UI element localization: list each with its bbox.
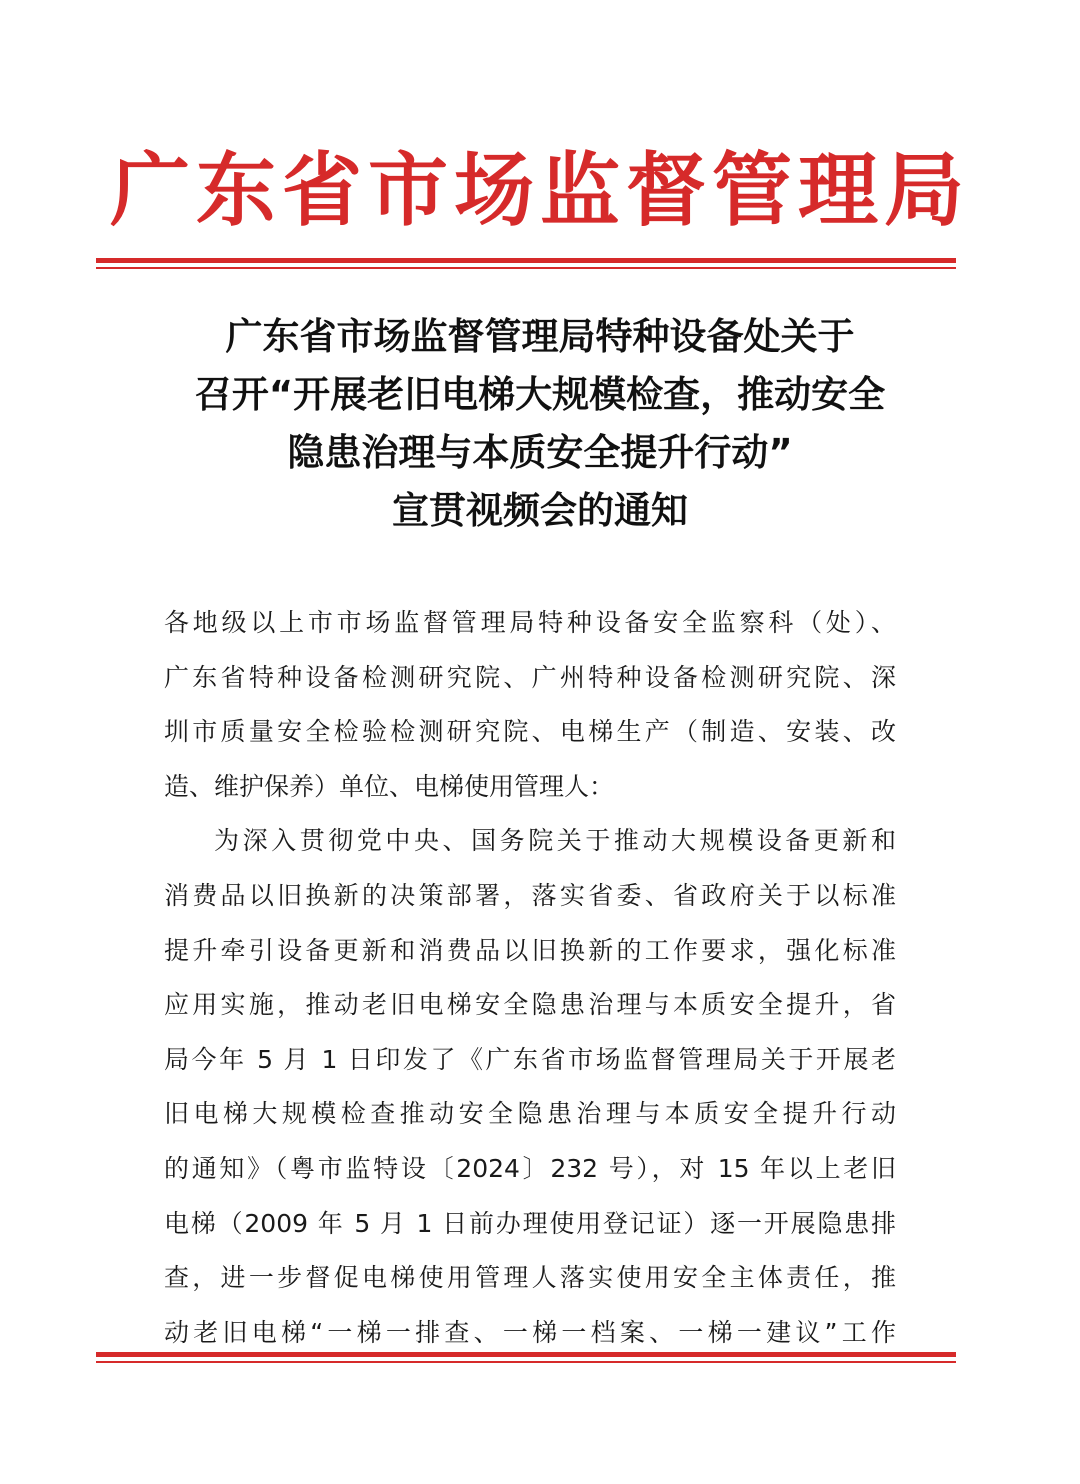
addressee-line: 造、维护保养）单位、电梯使用管理人：	[164, 771, 615, 801]
document-title	[0, 308, 1080, 540]
document-body	[164, 596, 896, 1360]
footer-rule-thin	[96, 1361, 956, 1363]
title-line-3: 隐患治理与本质安全提升行动”	[287, 431, 793, 474]
addressee-line: 圳市质量安全检验检测研究院、电梯生产（制造、安装、改	[164, 717, 896, 747]
title-line-4: 宣贯视频会的通知	[392, 489, 688, 532]
footer-red-rule	[96, 1352, 956, 1363]
paragraph-line: 的通知》（粤市监特设〔2024〕232 号），对 15 年以上老旧	[164, 1153, 896, 1183]
paragraph-line: 应用实施，推动老旧电梯安全隐患治理与本质安全提升，省	[164, 990, 896, 1020]
title-line-2: 召开“开展老旧电梯大规模检查，推动安全	[194, 373, 886, 416]
header-rule-thick	[96, 258, 956, 263]
paragraph-line: 动老旧电梯“一梯一排查、一梯一档案、一梯一建议”工作	[164, 1317, 896, 1347]
paragraph-line: 局今年 5 月 1 日印发了《广东省市场监督管理局关于开展老	[164, 1044, 896, 1074]
footer-rule-thick	[96, 1352, 956, 1357]
addressee-line: 广东省特种设备检测研究院、广州特种设备检测研究院、深	[164, 662, 896, 692]
paragraph-line: 提升牵引设备更新和消费品以旧换新的工作要求，强化标准	[164, 935, 896, 965]
masthead-title: 广东省市场监督管理局	[110, 143, 970, 237]
title-line-1: 广东省市场监督管理局特种设备处关于	[225, 315, 855, 358]
header-rule-thin	[96, 267, 956, 269]
addressee-line: 各地级以上市市场监督管理局特种设备安全监察科（处）、	[164, 608, 896, 637]
paragraph-line: 电梯（2009 年 5 月 1 日前办理使用登记证）逐一开展隐患排	[164, 1208, 896, 1238]
paragraph-line: 旧电梯大规模检查推动安全隐患治理与本质安全提升行动	[164, 1099, 896, 1129]
header-red-rule	[96, 258, 956, 269]
paragraph-line: 消费品以旧换新的决策部署，落实省委、省政府关于以标准	[164, 880, 896, 910]
paragraph-line: 为深入贯彻党中央、国务院关于推动大规模设备更新和	[214, 826, 896, 856]
paragraph-line: 查，进一步督促电梯使用管理人落实使用安全主体责任，推	[164, 1263, 896, 1293]
